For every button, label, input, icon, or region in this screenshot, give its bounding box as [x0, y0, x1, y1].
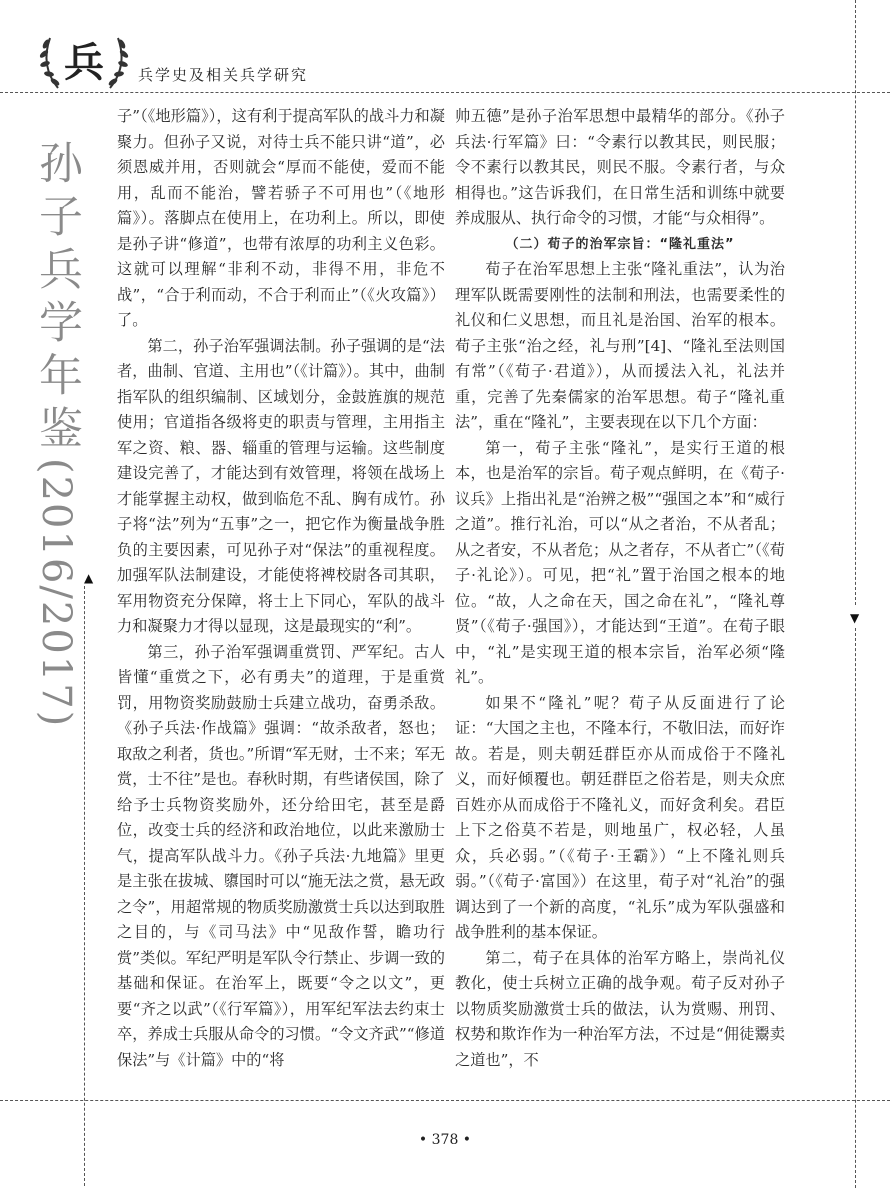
paragraph: 如果不“隆礼”呢？荀子从反面进行了论证：“大国之主也，不隆本行，不敬旧法，而好诈故。若是，则夫朝廷群臣亦从而成俗于不隆礼义，而好倾覆也。朝廷群臣之俗若是，则夫众庶百姓亦从而成俗于不隆礼义，而好贪利矣。君臣上下之俗莫不若是，则地虽广，权必轻，人虽众，兵必弱。”（《荀子·王霸》）“上不隆礼则兵弱。”（《荀子·富国》）在这里，荀子对“礼治”的强调达到了一个新的高度，“礼乐”成为军队强盛和战争胜利的基本保证。 — [455, 693, 785, 941]
footer-divider — [0, 1100, 890, 1101]
paragraph: 子”（《地形篇》），这有利于提高军队的战斗力和凝聚力。但孙子又说，对待士兵不能只讲“道”，必须恩威并用，否则就会“厚而不能使，爱而不能用，乱而不能治，譬若骄子不可用也”（《地形篇》）。落脚点在使用上，在功利上。所以，即使是孙子讲“修道”，也带有浓厚的功利主义色彩。这就可以理解“非利不动，非得不用，非危不战”，“合于利而动，不合于利而止”（《火攻篇》）了。 — [117, 107, 445, 329]
subheading: （二）荀子的治军宗旨：“隆礼重法” — [505, 236, 735, 252]
yearbook-title — [16, 140, 86, 728]
yearbook-logo-icon — [36, 22, 132, 94]
right-margin-line-lower — [855, 628, 856, 1188]
paragraph: 荀子在治军思想上主张“隆礼重法”，认为治理军队既需要刚性的法制和刑法，也需要柔性的礼仪和仁义思想，而且礼是治国、治军的根本。荀子主张“治之经，礼与刑”[4]、“隆礼至法则国有常”（《荀子·君道》），从而援法入礼，礼法并重，完善了先秦儒家的治军思想。荀子“隆礼重法”，重在“隆礼”，主要表现在以下几个方面： — [455, 260, 785, 431]
arrow-down-icon: ▼ — [850, 611, 860, 625]
paragraph: 帅五德”是孙子治军思想中最精华的部分。《孙子兵法·行军篇》曰：“令素行以教其民，则民服；令不素行以教其民，则民不服。令素行者，与众相得也。”这告诉我们，在日常生活和训练中就要养成服从、执行命令的习惯，才能“与众相得”。 — [455, 107, 785, 227]
logo-mark: 兵 — [64, 40, 104, 86]
left-text-column — [117, 104, 445, 1073]
paragraph: 第一，荀子主张“隆礼”，是实行王道的根本，也是治军的宗旨。荀子观点鲜明，在《荀子·议兵》上指出礼是“治辨之极”“强国之本”和“威行之道”。推行礼治，可以“从之者治，不从者乱；从之者安，不从者危；从之者存，不从者亡”（《荀子·礼论》）。可见，把“礼”置于治国之根本的地位。“故，人之命在天，国之命在礼”，“隆礼尊贤”（《荀子·强国》），才能达到“王道”。在荀子眼中，“礼”是实现王道的根本宗旨，治军必须“隆礼”。 — [455, 438, 785, 686]
page-number: • 378 • — [418, 1132, 472, 1148]
arrow-up-icon: ▲ — [84, 571, 94, 585]
yearbook-title-chars: 孙子兵学年鉴 — [31, 140, 82, 458]
paragraph: 第三，孙子治军强调重赏罚、严军纪。古人皆懂“重赏之下，必有勇夫”的道理，于是重赏罚，用物资奖励鼓励士兵建立战功，奋勇杀敌。《孙子兵法·作战篇》强调：“故杀敌者，怒也；取敌之利者，货也。”所谓“军无财，士不来；军无赏，士不往”是也。春秋时期，有些诸侯国，除了给予士兵物资奖励外，还分给田宅，甚至是爵位，改变士兵的经济和政治地位，以此来激励士气，提高军队战斗力。《孙子兵法·九地篇》里更是主张在拔城、隳国时可以“施无法之赏，悬无政之令”，用超常规的物质奖励激赏士兵以达到取胜之目的，与《司马法》中“见敌作誓，瞻功行赏”类似。军纪严明是军队令行禁止、步调一致的基础和保证。在治军上，既要“令之以文”，更要“齐之以武”（《行军篇》），用军纪军法去约束士卒，养成士兵服从命令的习惯。“令文齐武”“修道保法”与《计篇》中的“将 — [117, 642, 445, 1069]
right-margin-line — [855, 0, 856, 605]
yearbook-year: (2016/2017) — [33, 458, 79, 729]
paragraph: 第二，荀子在具体的治军方略上，崇尚礼仪教化，使士兵树立正确的战争观。荀子反对孙子以物质奖励激赏士兵的做法，认为赏赐、刑罚、权势和欺诈作为一种治军方法，不过是“佣徒鬻卖之道也”，不 — [455, 948, 785, 1069]
paragraph: 第二，孙子治军强调法制。孙子强调的是“法者，曲制、官道、主用也”（《计篇》）。其中，曲制指军队的组织编制、区域划分，金鼓旌旗的规范使用；官道指各级将吏的职责与管理，主用指主军之资、粮、器、辎重的管理与运输。这些制度建设完善了，才能达到有效管理，将领在战场上才能掌握主动权，做到临危不乱、胸有成竹。孙子将“法”列为“五事”之一，把它作为衡量战争胜负的主要因素，可见孙子对“保法”的重视程度。加强军队法制建设，才能使将裨校尉各司其职，军用物资充分保障，将士上下同心，军队的战斗力和凝聚力才得以显现，这是最现实的“利”。 — [117, 336, 445, 635]
right-text-column — [455, 104, 785, 1073]
section-title: 兵学史及相关兵学研究 — [138, 66, 309, 84]
header-divider — [0, 92, 890, 93]
